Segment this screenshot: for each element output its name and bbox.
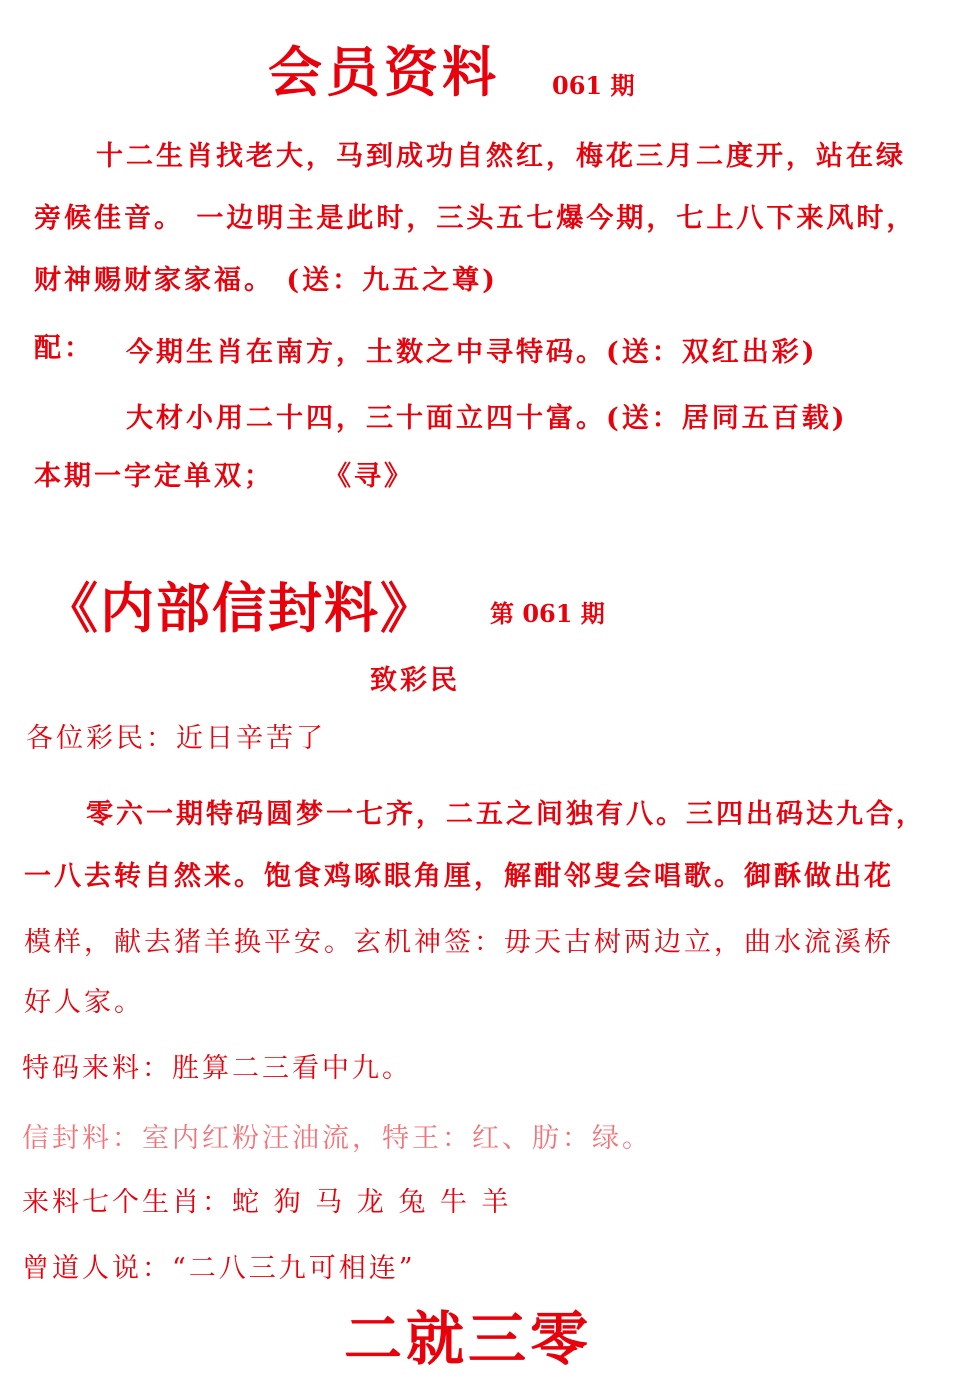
tail-number-heading: 二就三零 bbox=[344, 1305, 593, 1373]
poem-line-3: 财神赐财家家福。 (送：九五之尊) bbox=[34, 265, 498, 296]
zeng-says-line: 曾道人说：“二八三九可相连” bbox=[22, 1253, 416, 1284]
paragraph-line-1: 零六一期特码圆梦一七齐，二五之间独有八。三四出码达九合， bbox=[86, 799, 926, 830]
paragraph-line-3: 模样，献去猪羊换平安。玄机神签：毋天古树两边立，曲水流溪桥 bbox=[24, 927, 894, 958]
envelope-issue: 第 061 期 bbox=[490, 599, 605, 628]
special-code-line: 特码来料：胜算二三看中九。 bbox=[22, 1053, 412, 1084]
member-info-issue: 061 期 bbox=[552, 71, 635, 100]
greeting-line: 各位彩民：近日辛苦了 bbox=[26, 723, 326, 754]
envelope-material-line: 信封料：室内红粉汪油流，特王：红、肪：绿。 bbox=[22, 1123, 652, 1154]
envelope-title: 《内部信封料》 bbox=[44, 576, 436, 640]
paragraph-line-4: 好人家。 bbox=[24, 987, 144, 1018]
odd-even-value: 《寻》 bbox=[324, 461, 414, 492]
paragraph-line-2: 一八去转自然来。饱食鸡啄眼角厘，解酣邻叟会唱歌。御酥做出花 bbox=[24, 861, 894, 892]
pair-line-2: 大材小用二十四，三十面立四十富。(送：居同五百载) bbox=[126, 403, 848, 434]
poem-line-1: 十二生肖找老大，马到成功自然红，梅花三月二度开，站在绿 bbox=[96, 141, 906, 172]
poem-line-2: 旁候佳音。 一边明主是此时，三头五七爆今期，七上八下来风时， bbox=[34, 203, 917, 234]
member-info-title: 会员资料 bbox=[268, 40, 500, 104]
seven-zodiac-line: 来料七个生肖：蛇 狗 马 龙 兔 牛 羊 bbox=[22, 1187, 512, 1218]
pair-label: 配： bbox=[34, 333, 94, 364]
pair-line-1: 今期生肖在南方，土数之中寻特码。(送：双红出彩) bbox=[126, 337, 818, 368]
envelope-subtitle: 致彩民 bbox=[370, 665, 460, 696]
odd-even-label: 本期一字定单双； bbox=[34, 461, 274, 492]
